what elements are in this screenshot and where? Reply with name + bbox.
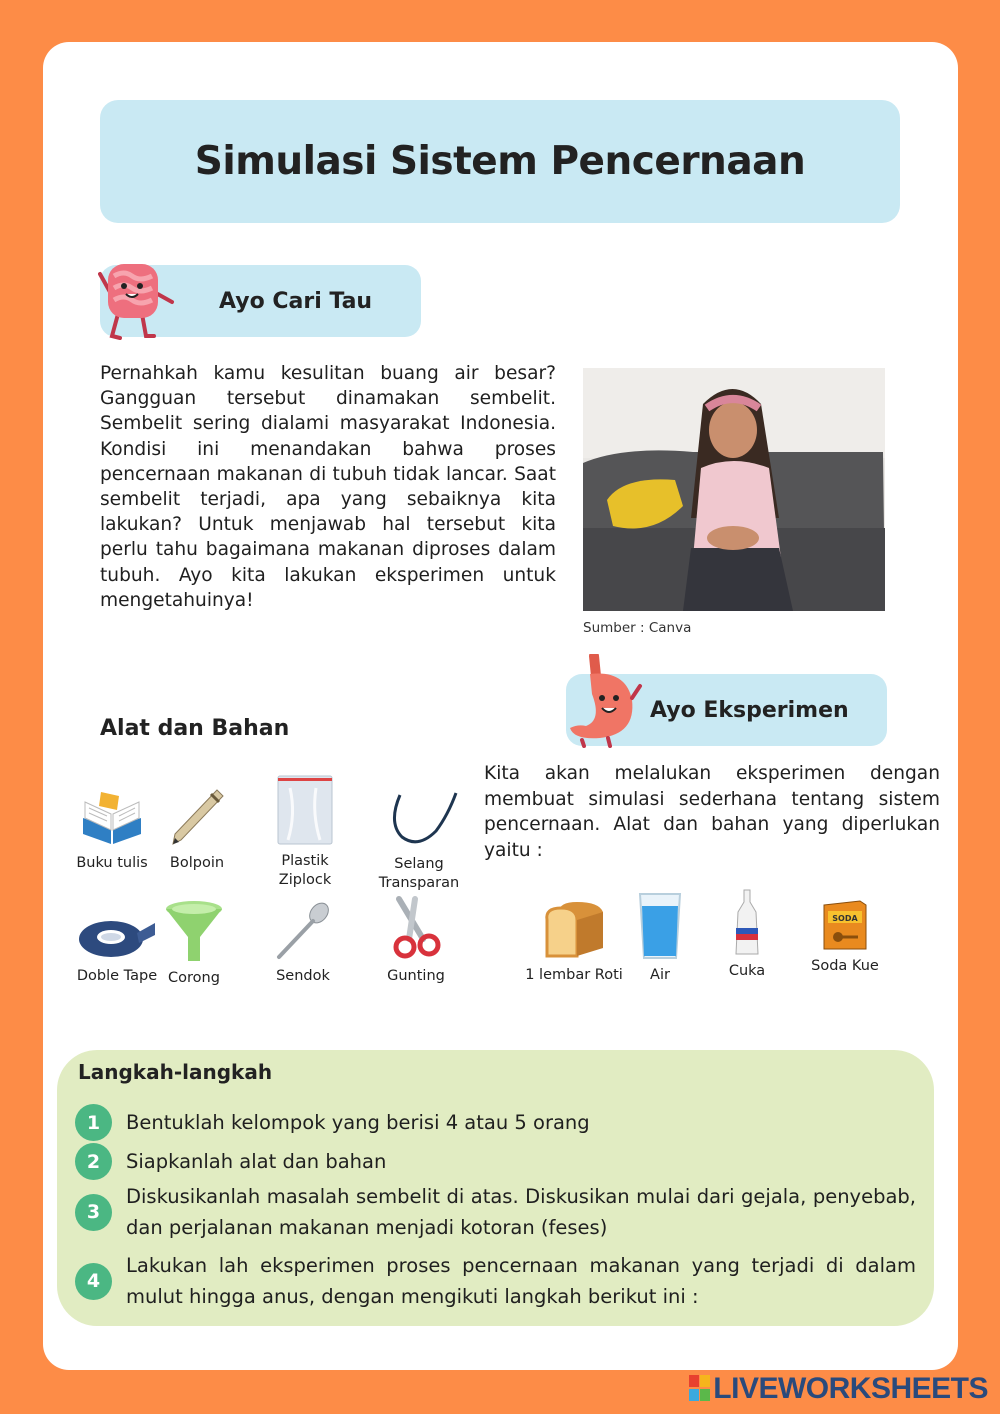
step-item	[75, 1250, 916, 1312]
liveworksheets-logo-icon	[689, 1375, 711, 1403]
tool-sendok	[253, 891, 353, 986]
alat-bahan-title: Alat dan Bahan	[100, 716, 290, 741]
step-text: Diskusikanlah masalah sembelit di atas. Diskusikan mulai dari gejala, penyebab, dan perjalanan makanan menjadi kotoran (feses)	[126, 1185, 916, 1239]
tool-label: Gunting	[387, 968, 445, 984]
stomach-mascot-icon	[562, 654, 644, 748]
step-item	[75, 1104, 916, 1141]
tool-selang-transparan	[369, 779, 469, 893]
liveworksheets-logo	[689, 1372, 988, 1406]
step-number: 3	[75, 1194, 112, 1231]
step-text: Bentuklah kelompok yang berisi 4 atau 5 orang	[126, 1111, 590, 1134]
photo-caption: Sumber : Canva	[583, 620, 692, 636]
tool-corong	[144, 893, 244, 988]
pen-icon	[167, 784, 227, 848]
funnel-icon	[163, 897, 225, 963]
step-number: 1	[75, 1104, 112, 1141]
tool-plastik-ziplock	[255, 776, 355, 890]
step-number: 4	[75, 1263, 112, 1300]
material-label: 1 lembar Roti	[525, 967, 623, 983]
material-label: Air	[650, 967, 670, 983]
material-cuka	[697, 886, 797, 981]
step-text: Siapkanlah alat dan bahan	[126, 1150, 387, 1173]
material-soda-kue	[795, 881, 895, 976]
tool-label: Corong	[168, 970, 220, 986]
tool-label: Plastik Ziplock	[278, 853, 332, 888]
intro-paragraph: Pernahkah kamu kesulitan buang air besar? Gangguan tersebut dinamakan sembelit. Sembelit sering dialami masyarakat Indonesia. Kondisi ini menandakan bahwa proses pencernaan makanan di tubuh tidak lancar. Saat sembelit terjadi, apa yang sebaiknya kita lakukan? Untuk menjawab hal tersebut kita perlu tahu bagaimana makanan diproses dalam tubuh. Ayo kita lakukan eksperimen untuk mengetahuinya!	[100, 363, 556, 611]
cari-tau-label: Ayo Cari Tau	[219, 288, 373, 314]
steps-panel	[57, 1050, 934, 1326]
tool-bolpoin	[147, 778, 247, 873]
experiment-paragraph: Kita akan melalukan eksperimen dengan membuat simulasi sederhana tentang sistem pencernaan. Alat dan bahan yang diperlukan yaitu :	[484, 763, 940, 861]
tool-label: Selang Transparan	[378, 856, 460, 891]
scissors-icon	[387, 895, 445, 961]
brand-text: LIVEWORKSHEETS	[713, 1372, 988, 1405]
tool-label: Sendok	[276, 968, 330, 984]
hose-icon	[378, 787, 460, 849]
spoon-icon	[273, 901, 333, 961]
notebook-icon	[79, 788, 145, 848]
intestine-mascot-icon	[98, 256, 184, 346]
tool-label: Doble Tape	[76, 968, 158, 984]
eksperimen-label: Ayo Eksperimen	[650, 697, 849, 723]
material-air	[610, 890, 710, 985]
water-glass-icon	[636, 892, 684, 960]
ziplock-bag-icon	[276, 774, 334, 846]
baking-soda-box-icon	[820, 897, 870, 951]
soda-box-text: SODA	[832, 914, 858, 923]
step-item	[75, 1181, 916, 1243]
tool-label: Buku tulis	[76, 855, 148, 871]
sick-girl-photo	[583, 368, 885, 611]
title-banner	[100, 100, 900, 223]
page-title: Simulasi Sistem Pencernaan	[194, 139, 806, 184]
step-number: 2	[75, 1143, 112, 1180]
tool-label: Bolpoin	[169, 855, 225, 871]
steps-title: Langkah-langkah	[78, 1060, 273, 1084]
material-roti	[524, 890, 624, 985]
material-label: Soda Kue	[811, 958, 879, 974]
step-text: Lakukan lah eksperimen proses pencernaan makanan yang terjadi di dalam mulut hingga anus, dengan mengikuti langkah berikut ini :	[126, 1254, 916, 1308]
material-label: Cuka	[728, 963, 766, 979]
tool-gunting	[366, 891, 466, 986]
step-item	[75, 1143, 916, 1180]
vinegar-bottle-icon	[732, 888, 762, 956]
bread-icon	[539, 898, 609, 960]
